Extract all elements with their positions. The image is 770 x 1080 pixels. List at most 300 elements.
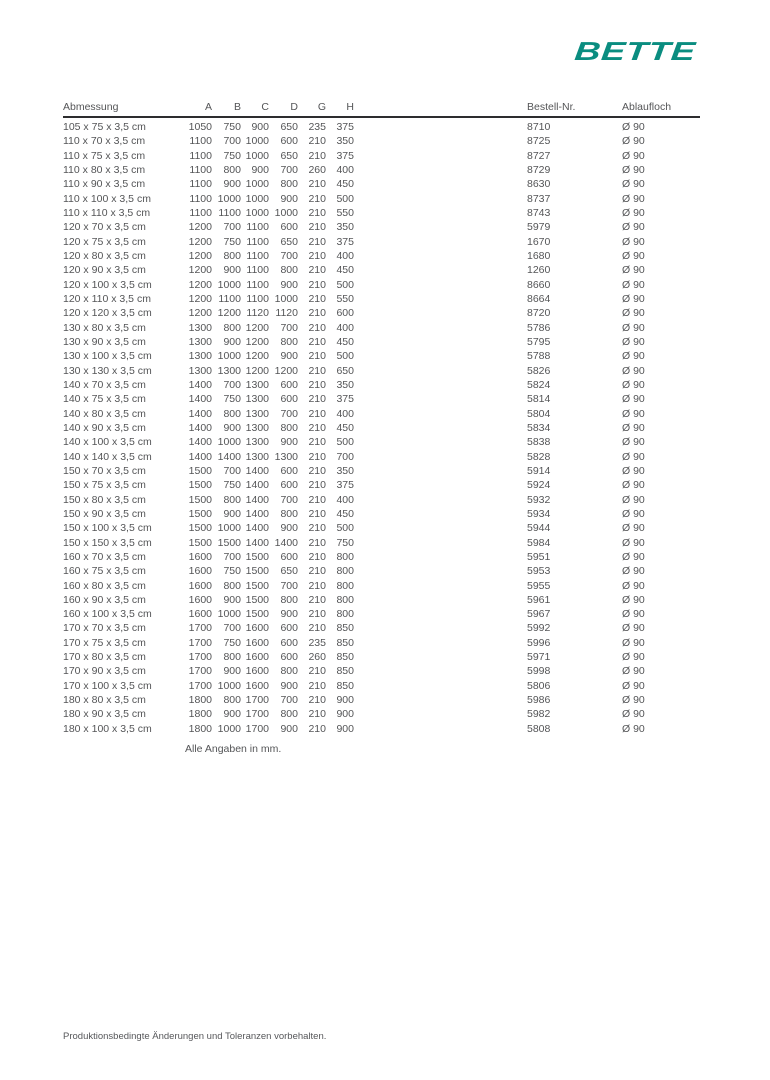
cell-b: 900 xyxy=(223,178,241,191)
cell-h: 450 xyxy=(336,264,354,277)
cell-h: 800 xyxy=(336,565,354,578)
cell-d: 700 xyxy=(280,321,298,334)
cell-spacer xyxy=(354,392,527,406)
cell-b: 1000 xyxy=(217,522,241,535)
cell-d: 1000 xyxy=(274,292,298,305)
cell-bestell-nr: 5992 xyxy=(527,622,551,635)
cell-h: 850 xyxy=(336,636,354,649)
cell-b: 700 xyxy=(223,378,241,391)
cell-b: 800 xyxy=(223,163,241,176)
cell-c: 1600 xyxy=(245,665,269,678)
table-row xyxy=(63,378,700,392)
cell-b: 1000 xyxy=(217,278,241,291)
cell-c: 1600 xyxy=(245,622,269,635)
cell-a: 1500 xyxy=(188,493,212,506)
table-header-row xyxy=(63,101,700,117)
cell-b: 1300 xyxy=(217,364,241,377)
cell-spacer xyxy=(354,206,527,220)
cell-b: 1000 xyxy=(217,350,241,363)
cell-ablaufloch: Ø 90 xyxy=(622,464,645,477)
cell-h: 450 xyxy=(336,507,354,520)
table-row xyxy=(63,607,700,621)
cell-spacer xyxy=(354,679,527,693)
cell-h: 500 xyxy=(336,522,354,535)
cell-a: 1500 xyxy=(188,464,212,477)
cell-ablaufloch: Ø 90 xyxy=(622,479,645,492)
cell-bestell-nr: 5834 xyxy=(527,421,551,434)
cell-abmessung: 110 x 90 x 3,5 cm xyxy=(63,178,146,191)
table-row xyxy=(63,292,700,306)
cell-bestell-nr: 8660 xyxy=(527,278,551,291)
cell-d: 900 xyxy=(280,436,298,449)
cell-h: 850 xyxy=(336,665,354,678)
cell-ablaufloch: Ø 90 xyxy=(622,622,645,635)
table-row xyxy=(63,693,700,707)
cell-g: 210 xyxy=(308,479,326,492)
cell-b: 800 xyxy=(223,321,241,334)
cell-b: 700 xyxy=(223,622,241,635)
cell-c: 1600 xyxy=(245,679,269,692)
table-row xyxy=(63,536,700,550)
cell-h: 400 xyxy=(336,249,354,262)
cell-d: 700 xyxy=(280,694,298,707)
cell-ablaufloch: Ø 90 xyxy=(622,221,645,234)
cell-abmessung: 160 x 90 x 3,5 cm xyxy=(63,593,146,606)
cell-ablaufloch: Ø 90 xyxy=(622,192,645,205)
cell-abmessung: 180 x 100 x 3,5 cm xyxy=(63,722,152,735)
cell-g: 210 xyxy=(308,178,326,191)
cell-abmessung: 130 x 130 x 3,5 cm xyxy=(63,364,152,377)
table-row xyxy=(63,450,700,464)
cell-c: 1300 xyxy=(245,421,269,434)
cell-bestell-nr: 5984 xyxy=(527,536,551,549)
cell-d: 650 xyxy=(280,235,298,248)
cell-abmessung: 150 x 150 x 3,5 cm xyxy=(63,536,152,549)
table-row xyxy=(63,235,700,249)
cell-a: 1800 xyxy=(188,722,212,735)
cell-d: 900 xyxy=(280,278,298,291)
cell-b: 800 xyxy=(223,651,241,664)
cell-g: 210 xyxy=(308,192,326,205)
table-row xyxy=(63,206,700,220)
table-row xyxy=(63,392,700,406)
cell-spacer xyxy=(354,621,527,635)
cell-b: 750 xyxy=(223,636,241,649)
cell-g: 210 xyxy=(308,536,326,549)
cell-ablaufloch: Ø 90 xyxy=(622,350,645,363)
cell-h: 850 xyxy=(336,651,354,664)
cell-bestell-nr: 5967 xyxy=(527,608,551,621)
cell-h: 400 xyxy=(336,321,354,334)
cell-bestell-nr: 5961 xyxy=(527,593,551,606)
cell-d: 800 xyxy=(280,708,298,721)
table-row xyxy=(63,493,700,507)
cell-g: 210 xyxy=(308,221,326,234)
cell-d: 700 xyxy=(280,407,298,420)
cell-d: 800 xyxy=(280,507,298,520)
cell-abmessung: 120 x 90 x 3,5 cm xyxy=(63,264,146,277)
cell-bestell-nr: 5808 xyxy=(527,722,551,735)
cell-ablaufloch: Ø 90 xyxy=(622,135,645,148)
cell-g: 210 xyxy=(308,708,326,721)
cell-h: 500 xyxy=(336,278,354,291)
header-g: G xyxy=(298,101,326,117)
cell-d: 1120 xyxy=(275,307,298,320)
header-abmessung: Abmessung xyxy=(63,101,188,117)
cell-ablaufloch: Ø 90 xyxy=(622,421,645,434)
table-row xyxy=(63,163,700,177)
header-b: B xyxy=(212,101,241,117)
cell-c: 1500 xyxy=(245,608,269,621)
cell-h: 350 xyxy=(336,378,354,391)
cell-spacer xyxy=(354,564,527,578)
cell-ablaufloch: Ø 90 xyxy=(622,593,645,606)
cell-d: 900 xyxy=(280,350,298,363)
cell-abmessung: 140 x 140 x 3,5 cm xyxy=(63,450,152,463)
table-row xyxy=(63,621,700,635)
cell-ablaufloch: Ø 90 xyxy=(622,450,645,463)
cell-ablaufloch: Ø 90 xyxy=(622,178,645,191)
cell-c: 1400 xyxy=(245,479,269,492)
cell-spacer xyxy=(354,421,527,435)
cell-a: 1200 xyxy=(188,221,212,234)
cell-abmessung: 110 x 110 x 3,5 cm xyxy=(63,206,151,219)
header-c: C xyxy=(241,101,269,117)
cell-h: 550 xyxy=(336,292,354,305)
cell-h: 450 xyxy=(336,335,354,348)
cell-h: 375 xyxy=(336,479,354,492)
cell-a: 1300 xyxy=(188,321,212,334)
cell-d: 600 xyxy=(280,622,298,635)
cell-bestell-nr: 8664 xyxy=(527,292,551,305)
cell-c: 1400 xyxy=(245,522,269,535)
cell-ablaufloch: Ø 90 xyxy=(622,493,645,506)
cell-b: 1000 xyxy=(217,192,241,205)
cell-abmessung: 170 x 90 x 3,5 cm xyxy=(63,665,146,678)
cell-spacer xyxy=(354,407,527,421)
cell-ablaufloch: Ø 90 xyxy=(622,121,645,133)
cell-a: 1200 xyxy=(188,292,212,305)
cell-abmessung: 170 x 70 x 3,5 cm xyxy=(63,622,146,635)
cell-spacer xyxy=(354,149,527,163)
cell-bestell-nr: 5932 xyxy=(527,493,551,506)
cell-a: 1800 xyxy=(188,708,212,721)
cell-g: 210 xyxy=(308,694,326,707)
cell-bestell-nr: 8729 xyxy=(527,163,551,176)
cell-ablaufloch: Ø 90 xyxy=(622,364,645,377)
cell-abmessung: 120 x 120 x 3,5 cm xyxy=(63,307,152,320)
cell-bestell-nr: 5795 xyxy=(527,335,551,348)
cell-b: 800 xyxy=(223,493,241,506)
cell-a: 1700 xyxy=(188,636,212,649)
cell-abmessung: 160 x 100 x 3,5 cm xyxy=(63,608,152,621)
cell-b: 750 xyxy=(223,479,241,492)
cell-g: 210 xyxy=(308,565,326,578)
cell-bestell-nr: 5924 xyxy=(527,479,551,492)
header-a: A xyxy=(188,101,212,117)
table-row xyxy=(63,722,700,736)
cell-abmessung: 110 x 80 x 3,5 cm xyxy=(63,163,146,176)
cell-b: 750 xyxy=(223,149,241,162)
cell-bestell-nr: 5806 xyxy=(527,679,551,692)
cell-h: 350 xyxy=(336,221,354,234)
cell-h: 375 xyxy=(336,149,354,162)
cell-bestell-nr: 5914 xyxy=(527,464,551,477)
cell-bestell-nr: 5953 xyxy=(527,565,551,578)
cell-b: 1000 xyxy=(217,679,241,692)
cell-g: 210 xyxy=(308,249,326,262)
cell-a: 1100 xyxy=(189,192,212,205)
cell-spacer xyxy=(354,278,527,292)
table-row xyxy=(63,650,700,664)
cell-bestell-nr: 8727 xyxy=(527,149,551,162)
cell-g: 210 xyxy=(308,264,326,277)
cell-ablaufloch: Ø 90 xyxy=(622,651,645,664)
cell-spacer xyxy=(354,707,527,721)
cell-spacer xyxy=(354,521,527,535)
cell-d: 900 xyxy=(280,679,298,692)
cell-g: 210 xyxy=(308,335,326,348)
cell-h: 850 xyxy=(336,622,354,635)
cell-g: 210 xyxy=(308,622,326,635)
cell-g: 210 xyxy=(308,722,326,735)
table-row xyxy=(63,349,700,363)
cell-b: 900 xyxy=(223,593,241,606)
cell-a: 1600 xyxy=(188,608,212,621)
cell-ablaufloch: Ø 90 xyxy=(622,206,645,219)
cell-g: 210 xyxy=(308,665,326,678)
cell-ablaufloch: Ø 90 xyxy=(622,378,645,391)
cell-bestell-nr: 5788 xyxy=(527,350,551,363)
table-row xyxy=(63,263,700,277)
cell-d: 1000 xyxy=(274,206,298,219)
cell-g: 210 xyxy=(308,364,326,377)
cell-c: 1500 xyxy=(245,565,269,578)
cell-g: 235 xyxy=(308,121,326,133)
cell-c: 1300 xyxy=(245,436,269,449)
cell-abmessung: 120 x 110 x 3,5 cm xyxy=(63,292,151,305)
cell-c: 1120 xyxy=(246,307,269,320)
cell-a: 1400 xyxy=(188,421,212,434)
cell-a: 1300 xyxy=(188,364,212,377)
cell-b: 750 xyxy=(223,393,241,406)
cell-b: 1400 xyxy=(217,450,241,463)
cell-b: 800 xyxy=(223,407,241,420)
cell-a: 1600 xyxy=(188,579,212,592)
cell-a: 1400 xyxy=(188,436,212,449)
cell-g: 210 xyxy=(308,608,326,621)
cell-c: 1000 xyxy=(245,135,269,148)
cell-g: 210 xyxy=(308,235,326,248)
cell-b: 700 xyxy=(223,464,241,477)
cell-spacer xyxy=(354,220,527,234)
cell-b: 900 xyxy=(223,665,241,678)
cell-bestell-nr: 8710 xyxy=(527,121,551,133)
cell-g: 210 xyxy=(308,321,326,334)
cell-bestell-nr: 5944 xyxy=(527,522,551,535)
cell-bestell-nr: 5934 xyxy=(527,507,551,520)
cell-bestell-nr: 5786 xyxy=(527,321,551,334)
cell-bestell-nr: 5838 xyxy=(527,436,551,449)
cell-h: 550 xyxy=(336,206,354,219)
cell-a: 1700 xyxy=(188,679,212,692)
cell-d: 800 xyxy=(280,593,298,606)
cell-g: 210 xyxy=(308,436,326,449)
cell-a: 1700 xyxy=(188,665,212,678)
cell-c: 1000 xyxy=(245,206,269,219)
cell-h: 850 xyxy=(336,679,354,692)
cell-a: 1200 xyxy=(188,264,212,277)
table-row xyxy=(63,117,700,134)
cell-spacer xyxy=(354,335,527,349)
table-row xyxy=(63,177,700,191)
cell-h: 900 xyxy=(336,694,354,707)
cell-g: 210 xyxy=(308,421,326,434)
cell-a: 1600 xyxy=(188,565,212,578)
cell-abmessung: 105 x 75 x 3,5 cm xyxy=(63,121,146,133)
cell-ablaufloch: Ø 90 xyxy=(622,307,645,320)
cell-abmessung: 120 x 70 x 3,5 cm xyxy=(63,221,146,234)
cell-d: 700 xyxy=(280,579,298,592)
cell-a: 1100 xyxy=(189,163,212,176)
cell-g: 210 xyxy=(308,393,326,406)
cell-spacer xyxy=(354,364,527,378)
cell-a: 1200 xyxy=(188,307,212,320)
cell-a: 1400 xyxy=(188,378,212,391)
header-bestell-nr: Bestell-Nr. xyxy=(527,101,622,117)
cell-ablaufloch: Ø 90 xyxy=(622,536,645,549)
cell-g: 210 xyxy=(308,464,326,477)
cell-h: 800 xyxy=(336,593,354,606)
cell-a: 1100 xyxy=(189,206,212,219)
cell-h: 650 xyxy=(336,364,354,377)
cell-b: 800 xyxy=(223,694,241,707)
header-spacer xyxy=(354,101,527,117)
cell-d: 900 xyxy=(280,608,298,621)
cell-c: 1500 xyxy=(245,593,269,606)
cell-a: 1700 xyxy=(188,651,212,664)
cell-d: 700 xyxy=(280,493,298,506)
cell-c: 1700 xyxy=(245,722,269,735)
cell-bestell-nr: 8630 xyxy=(527,178,551,191)
cell-g: 210 xyxy=(308,407,326,420)
cell-c: 1600 xyxy=(245,636,269,649)
table-row xyxy=(63,134,700,148)
cell-d: 600 xyxy=(280,135,298,148)
cell-spacer xyxy=(354,134,527,148)
table-row xyxy=(63,679,700,693)
cell-ablaufloch: Ø 90 xyxy=(622,163,645,176)
cell-abmessung: 130 x 80 x 3,5 cm xyxy=(63,321,146,334)
cell-g: 210 xyxy=(308,149,326,162)
cell-a: 1100 xyxy=(189,149,212,162)
cell-d: 650 xyxy=(280,565,298,578)
table-row xyxy=(63,364,700,378)
cell-d: 600 xyxy=(280,636,298,649)
cell-abmessung: 160 x 80 x 3,5 cm xyxy=(63,579,146,592)
cell-bestell-nr: 1260 xyxy=(527,264,551,277)
cell-c: 1100 xyxy=(246,264,269,277)
cell-bestell-nr: 5986 xyxy=(527,694,551,707)
cell-abmessung: 120 x 75 x 3,5 cm xyxy=(63,235,146,248)
cell-d: 600 xyxy=(280,651,298,664)
cell-h: 800 xyxy=(336,608,354,621)
cell-c: 1100 xyxy=(246,221,269,234)
cell-g: 210 xyxy=(308,593,326,606)
cell-ablaufloch: Ø 90 xyxy=(622,436,645,449)
cell-ablaufloch: Ø 90 xyxy=(622,292,645,305)
cell-abmessung: 180 x 90 x 3,5 cm xyxy=(63,708,146,721)
cell-ablaufloch: Ø 90 xyxy=(622,393,645,406)
cell-spacer xyxy=(354,177,527,191)
cell-a: 1200 xyxy=(188,235,212,248)
cell-d: 900 xyxy=(280,722,298,735)
cell-spacer xyxy=(354,450,527,464)
cell-abmessung: 150 x 70 x 3,5 cm xyxy=(63,464,146,477)
cell-spacer xyxy=(354,306,527,320)
cell-spacer xyxy=(354,292,527,306)
cell-spacer xyxy=(354,636,527,650)
cell-d: 700 xyxy=(280,163,298,176)
table-row xyxy=(63,521,700,535)
cell-abmessung: 170 x 80 x 3,5 cm xyxy=(63,651,146,664)
cell-ablaufloch: Ø 90 xyxy=(622,722,645,735)
cell-spacer xyxy=(354,249,527,263)
cell-b: 800 xyxy=(223,579,241,592)
cell-b: 700 xyxy=(223,550,241,563)
cell-d: 600 xyxy=(280,479,298,492)
cell-abmessung: 170 x 100 x 3,5 cm xyxy=(63,679,152,692)
cell-abmessung: 140 x 80 x 3,5 cm xyxy=(63,407,146,420)
cell-abmessung: 150 x 80 x 3,5 cm xyxy=(63,493,146,506)
table-row xyxy=(63,478,700,492)
cell-abmessung: 150 x 100 x 3,5 cm xyxy=(63,522,152,535)
cell-bestell-nr: 5996 xyxy=(527,636,551,649)
cell-ablaufloch: Ø 90 xyxy=(622,235,645,248)
cell-c: 1200 xyxy=(245,350,269,363)
cell-h: 900 xyxy=(336,722,354,735)
cell-h: 800 xyxy=(336,550,354,563)
cell-ablaufloch: Ø 90 xyxy=(622,335,645,348)
cell-b: 900 xyxy=(223,708,241,721)
cell-a: 1400 xyxy=(188,393,212,406)
table-row xyxy=(63,407,700,421)
cell-spacer xyxy=(354,493,527,507)
cell-abmessung: 170 x 75 x 3,5 cm xyxy=(63,636,146,649)
cell-d: 600 xyxy=(280,378,298,391)
cell-c: 1300 xyxy=(245,393,269,406)
cell-bestell-nr: 8743 xyxy=(527,206,551,219)
cell-b: 1100 xyxy=(218,206,241,219)
cell-abmessung: 130 x 90 x 3,5 cm xyxy=(63,335,146,348)
cell-h: 600 xyxy=(336,307,354,320)
cell-d: 600 xyxy=(280,550,298,563)
cell-c: 1300 xyxy=(245,407,269,420)
cell-h: 750 xyxy=(336,536,354,549)
table-row xyxy=(63,421,700,435)
cell-spacer xyxy=(354,464,527,478)
cell-d: 600 xyxy=(280,221,298,234)
table-row xyxy=(63,636,700,650)
cell-bestell-nr: 8737 xyxy=(527,192,551,205)
cell-spacer xyxy=(354,235,527,249)
cell-spacer xyxy=(354,693,527,707)
cell-c: 1200 xyxy=(245,321,269,334)
table-row xyxy=(63,564,700,578)
table-row xyxy=(63,220,700,234)
cell-g: 210 xyxy=(308,135,326,148)
cell-b: 750 xyxy=(223,121,241,133)
